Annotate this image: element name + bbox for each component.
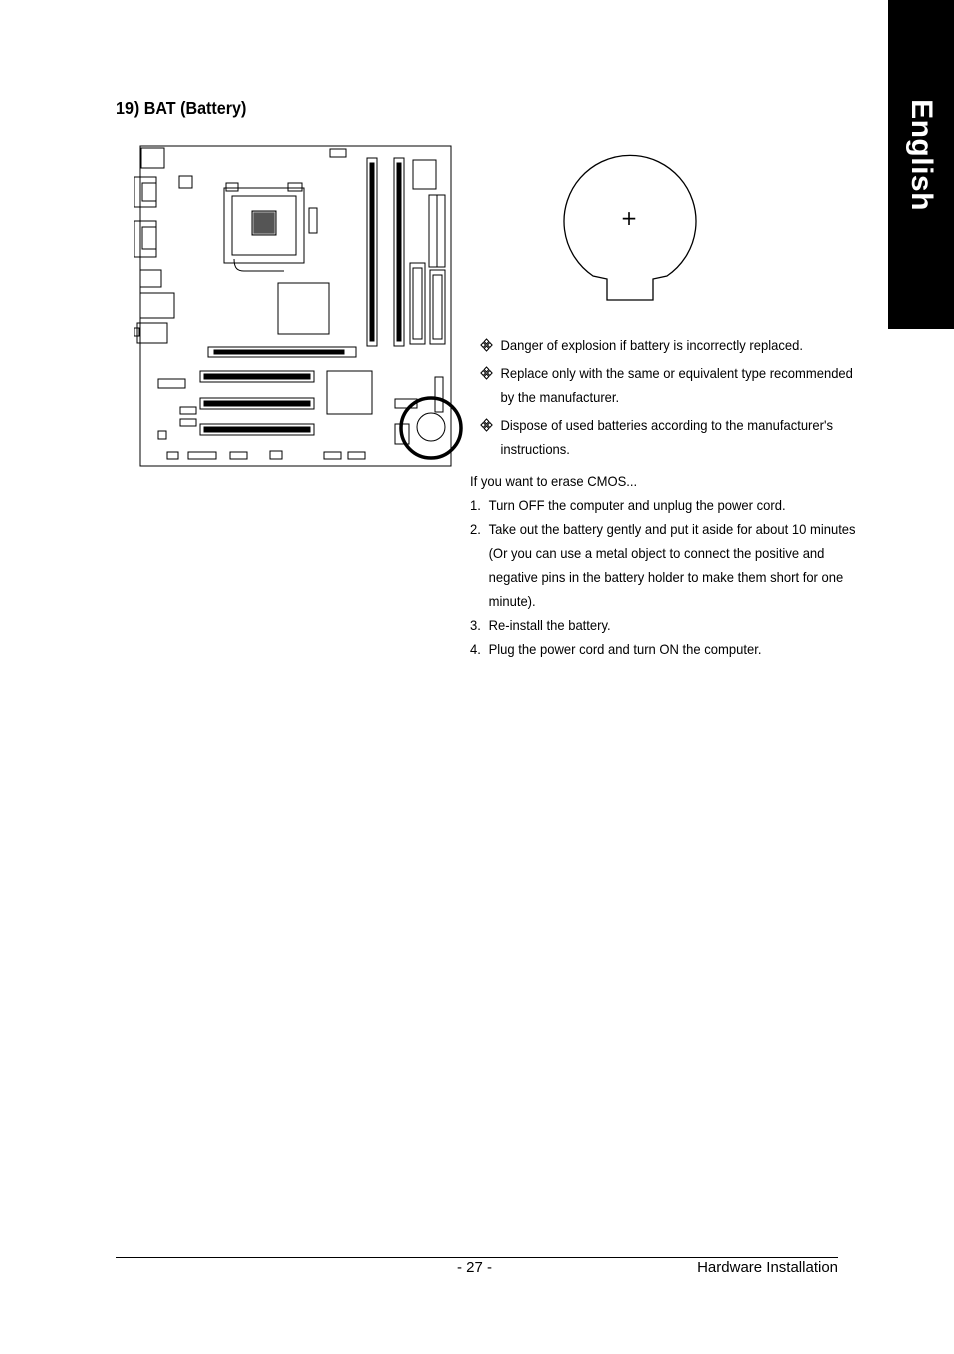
warning-text: Danger of explosion if battery is incorrectly replaced. <box>500 337 803 353</box>
page-number: - 27 - <box>457 1259 493 1276</box>
four-diamond-bullet-icon <box>480 418 493 432</box>
cmos-intro: If you want to erase CMOS... <box>470 473 638 489</box>
step-text: Turn OFF the computer and unplug the power cord. <box>488 497 786 513</box>
motherboard-diagram <box>134 143 470 475</box>
warning-item <box>480 413 863 461</box>
warning-item <box>480 333 863 357</box>
four-diamond-bullet-icon <box>480 338 493 352</box>
language-tab <box>888 0 954 329</box>
battery-holder-diagram <box>556 148 706 308</box>
cmos-step <box>470 493 861 517</box>
step-text: Re-install the battery. <box>488 617 611 633</box>
step-number: 3. <box>470 617 481 633</box>
warning-text: Dispose of used batteries according to the manufacturer's instructions. <box>500 417 833 457</box>
step-number: 4. <box>470 641 481 657</box>
footer-section-title: Hardware Installation <box>697 1259 838 1276</box>
step-text: Take out the battery gently and put it aside for about 10 minutes (Or you can use a metal object to connect the positive and negative pins in the battery holder to make them short for one minute). <box>488 521 856 609</box>
warning-item <box>480 361 863 409</box>
cmos-steps-list <box>470 493 870 661</box>
cmos-step <box>470 637 861 661</box>
step-number: 1. <box>470 497 481 513</box>
battery-positive-symbol: + <box>620 206 638 230</box>
step-number: 2. <box>470 521 481 537</box>
four-diamond-bullet-icon <box>480 366 493 380</box>
section-title: 19) BAT (Battery) <box>116 98 247 118</box>
warning-text: Replace only with the same or equivalent type recommended by the manufacturer. <box>500 365 853 405</box>
cmos-step <box>470 517 861 613</box>
warning-list <box>480 333 860 465</box>
cmos-step <box>470 613 861 637</box>
language-tab-label: English <box>905 99 938 211</box>
step-text: Plug the power cord and turn ON the computer. <box>488 641 762 657</box>
